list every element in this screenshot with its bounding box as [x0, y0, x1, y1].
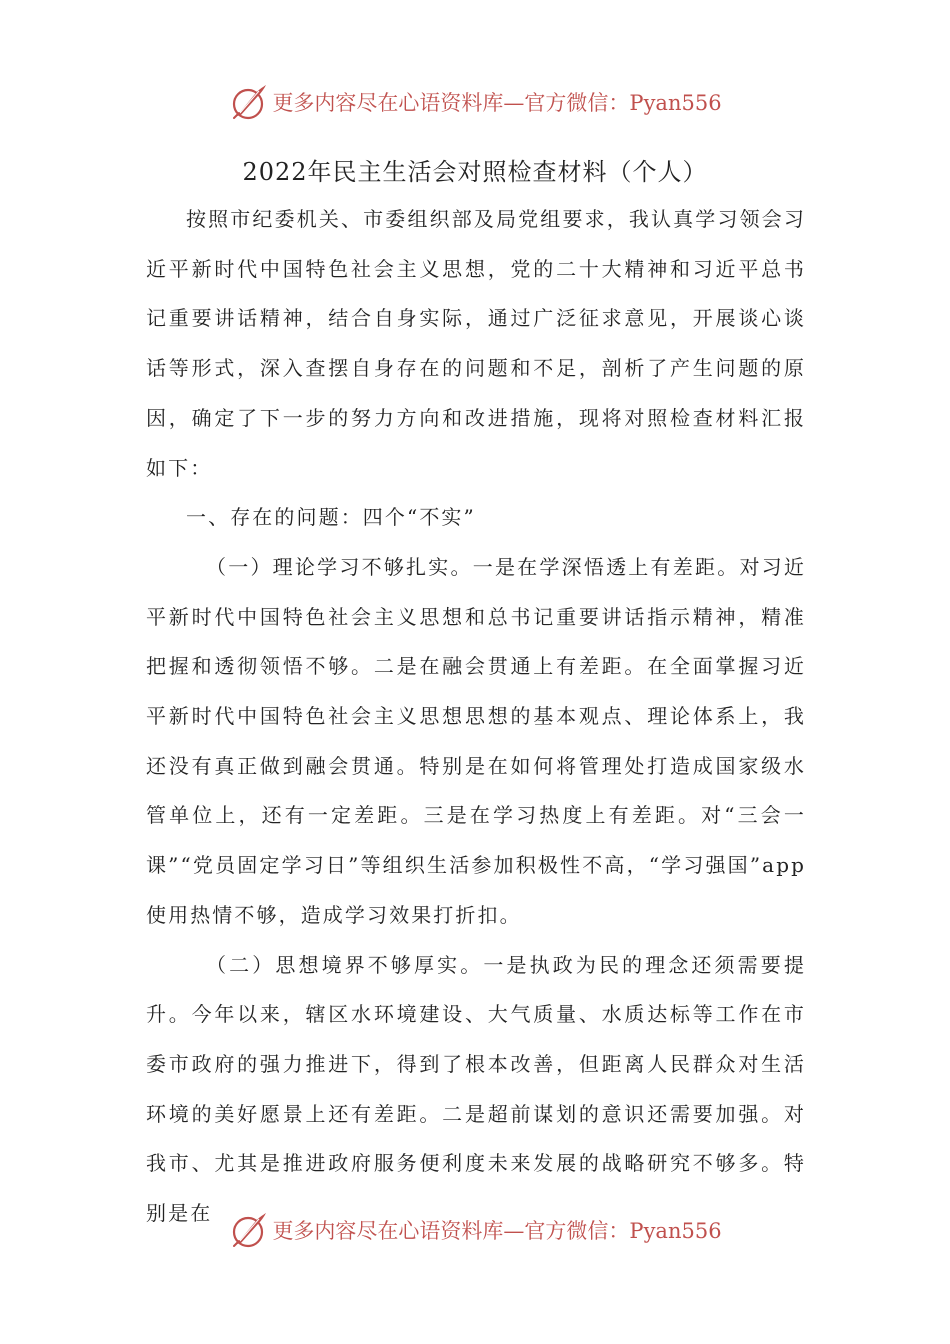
- watermark-banner-bottom: [0, 1208, 950, 1252]
- problem-paragraph-2: （二）思想境界不够厚实。一是执政为民的理念还须需要提升。今年以来，辖区水环境建设、大气质量、水质达标等工作在市委市政府的强力推进下，得到了根本改善，但距离人民群众对生活环境的美好愿景上还有差距。二是超前谋划的意识还需要加强。对我市、尤其是推进政府服务便利度未来发展的战略研究不够多。特别是在: [146, 952, 806, 1226]
- watermark-banner-top: [0, 80, 950, 124]
- document-title: 2022年民主生活会对照检查材料（个人）: [242, 158, 708, 186]
- problem-paragraph-1: （一）理论学习不够扎实。一是在学深悟透上有差距。对习近平新时代中国特色社会主义思想和总书记重要讲话指示精神，精准把握和透彻领悟不够。二是在融会贯通上有差距。在全面掌握习近平新时代中国特色社会主义思想思想的基本观点、理论体系上，我还没有真正做到融会贯通。特别是在如何将管理处打造成国家级水管单位上，还有一定差距。三是在学习热度上有差距。对“三会一课”“党员固定学习日”等组织生活参加积极性不高，“学习强国”app使用热情不够，造成学习效果打折扣。: [146, 554, 806, 927]
- document-body: [146, 195, 806, 1239]
- quill-pen-logo-icon: [228, 1210, 268, 1250]
- quill-pen-logo-icon: [228, 82, 268, 122]
- watermark-text: 更多内容尽在心语资料库—官方微信：Pyan556: [272, 91, 722, 115]
- section-heading: 一、存在的问题：四个“不实”: [186, 505, 476, 530]
- intro-paragraph: 按照市纪委机关、市委组织部及局党组要求，我认真学习领会习近平新时代中国特色社会主义思想，党的二十大精神和习近平总书记重要讲话精神，结合自身实际，通过广泛征求意见，开展谈心谈话等形式，深入查摆自身存在的问题和不足，剖析了产生问题的原因，确定了下一步的努力方向和改进措施，现将对照检查材料汇报如下：: [146, 207, 806, 480]
- watermark-text: 更多内容尽在心语资料库—官方微信：Pyan556: [272, 1219, 722, 1243]
